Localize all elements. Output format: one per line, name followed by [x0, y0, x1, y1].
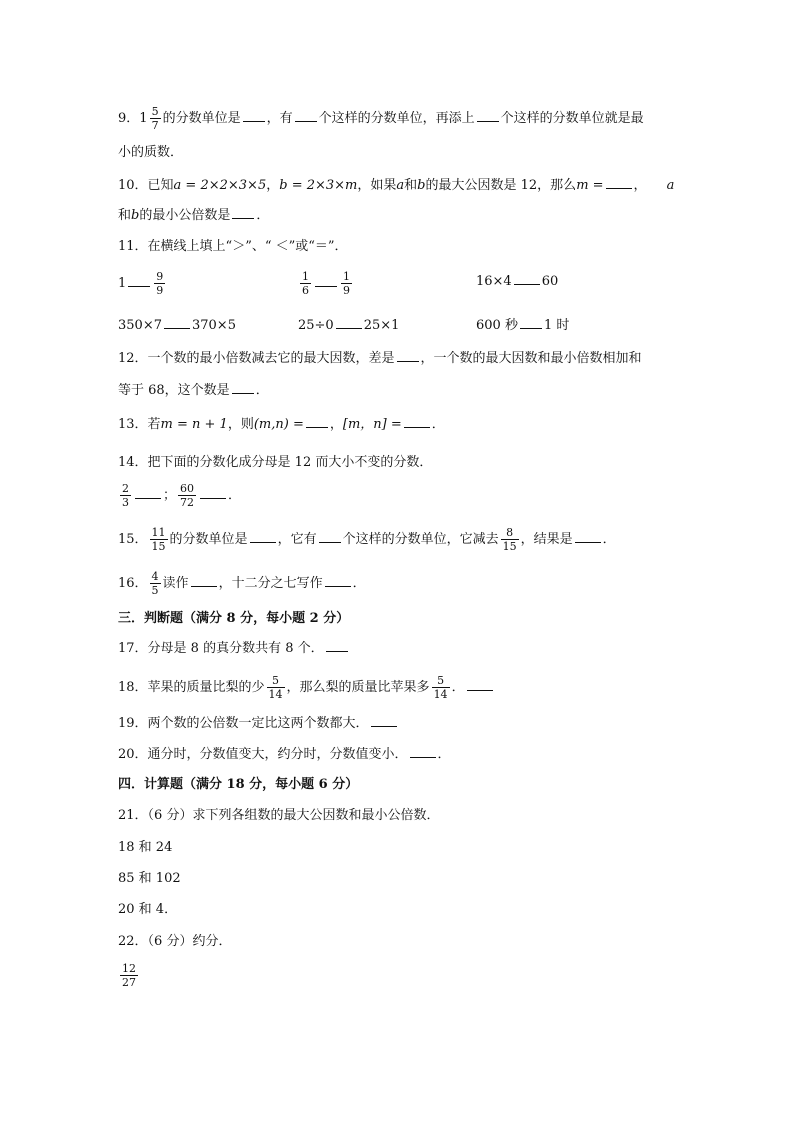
answer-blank[interactable]: [250, 530, 276, 543]
question-21-b: 85 和 102: [118, 871, 181, 886]
answer-blank[interactable]: [306, 415, 328, 428]
answer-blank[interactable]: [606, 176, 632, 189]
question-22-fraction: $\frac{12}{27}$: [122, 962, 136, 989]
answer-blank[interactable]: [520, 316, 542, 329]
answer-blank[interactable]: [514, 272, 540, 285]
answer-blank[interactable]: [477, 109, 499, 122]
answer-blank[interactable]: [135, 486, 161, 499]
answer-blank[interactable]: [232, 206, 254, 219]
answer-blank[interactable]: [467, 678, 493, 691]
compare-row-1: 1 $\frac{9}{9}$ $\frac{1}{6}$ $\frac{1}{9}$ 16×4 60: [118, 270, 559, 297]
question-21-a: 18 和 24: [118, 840, 173, 855]
answer-blank[interactable]: [315, 274, 337, 287]
answer-blank[interactable]: [410, 745, 436, 758]
question-12-cont: 等于 68，这个数是 ．: [118, 383, 269, 398]
question-12: 12．一个数的最小倍数减去它的最大因数，差是 ，一个数的最大因数和最小倍数相加和: [118, 351, 642, 366]
question-16: 16． $\frac{4}{5}$ 读作 ，十二分之七写作 ．: [118, 570, 366, 597]
question-17: 17．分母是 8 的真分数共有 8 个．: [118, 639, 350, 659]
question-11-title: 11．在横线上填上“＞”、“ ＜”或“＝”．: [118, 239, 348, 254]
question-9-cont: 小的质数．: [118, 145, 184, 160]
section-3-heading: 三．判断题（满分 8 分，每小题 2 分）: [118, 611, 350, 626]
answer-blank[interactable]: [319, 530, 341, 543]
question-13: 13．若m = n + 1，则(m,n) = ，[m，n] = ．: [118, 417, 445, 432]
question-22-title: 22．（6 分）约分．: [118, 934, 232, 949]
question-9: 9． 1 $\frac{5}{7}$ 的分数单位是 ，有 个这样的分数单位，再添上 个这样的分数单位就是最: [118, 105, 644, 132]
answer-blank[interactable]: [326, 639, 348, 652]
question-14-title: 14．把下面的分数化成分母是 12 而大小不变的分数．: [118, 455, 433, 470]
answer-blank[interactable]: [191, 574, 217, 587]
answer-blank[interactable]: [397, 349, 419, 362]
answer-blank[interactable]: [371, 714, 397, 727]
answer-blank[interactable]: [243, 109, 265, 122]
answer-blank[interactable]: [232, 381, 254, 394]
answer-blank[interactable]: [200, 486, 226, 499]
answer-blank[interactable]: [404, 415, 430, 428]
section-4-heading: 四．计算题（满分 18 分，每小题 6 分）: [118, 777, 359, 792]
question-14-fractions: $\frac{2}{3}$ ； $\frac{60}{72}$ ．: [122, 482, 242, 509]
question-21-c: 20 和 4．: [118, 902, 178, 917]
answer-blank[interactable]: [128, 274, 150, 287]
question-19: 19．两个数的公倍数一定比这两个数都大．: [118, 714, 399, 734]
answer-blank[interactable]: [295, 109, 317, 122]
question-21-title: 21．（6 分）求下列各组数的最大公因数和最小公倍数．: [118, 808, 440, 823]
question-10: 10．已知a = 2×2×3×5，b = 2×3×m，如果a和b的最大公因数是 12，那么m = ， a: [118, 178, 675, 193]
question-18: 18．苹果的质量比梨的少 $\frac{5}{14}$ ，那么梨的质量比苹果多 $\frac{5}{14}$ ．: [118, 674, 495, 701]
mixed-number: 1 $\frac{5}{7}$: [139, 105, 159, 132]
question-15: 15． $\frac{11}{15}$ 的分数单位是 ，它有 个这样的分数单位，它减去 $\frac{8}{15}$ ，结果是 ．: [118, 526, 616, 553]
answer-blank[interactable]: [336, 316, 362, 329]
answer-blank[interactable]: [164, 316, 190, 329]
answer-blank[interactable]: [325, 574, 351, 587]
compare-row-2: 350×7 370×5 25÷0 25×1 600 秒 1 时: [118, 318, 570, 333]
question-10-cont: 和b的最小公倍数是 ．: [118, 208, 270, 223]
answer-blank[interactable]: [575, 530, 601, 543]
question-20: 20．通分时，分数值变大，约分时，分数值变小． ．: [118, 747, 451, 762]
